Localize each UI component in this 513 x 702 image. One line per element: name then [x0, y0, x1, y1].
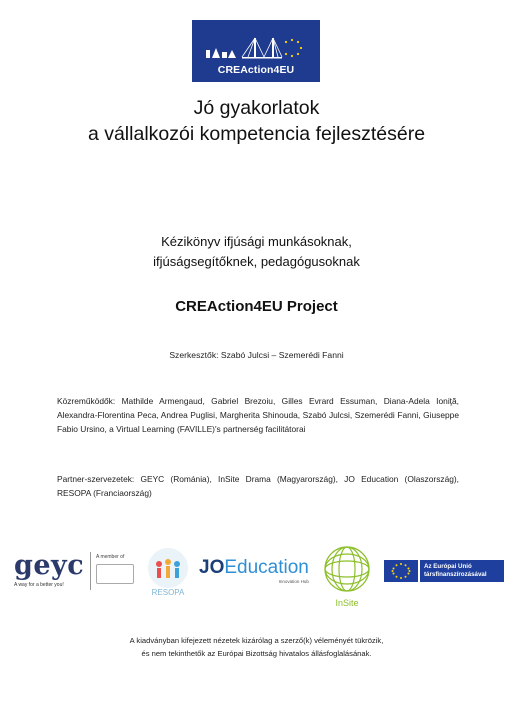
jo-hub-label: Innovation Hub	[278, 579, 309, 584]
jo-light-text: Education	[224, 557, 309, 578]
editors-line: Szerkesztők: Szabó Julcsi – Szemerédi Fanni	[169, 350, 344, 360]
resopa-logo	[141, 544, 195, 602]
eu-flag-icon	[384, 560, 418, 582]
member-of-label: A member of	[96, 554, 125, 560]
logo-divider	[90, 552, 91, 590]
jo-bold-text: JO	[199, 557, 225, 578]
partner-logos-row	[0, 540, 513, 620]
insite-logo	[320, 542, 380, 608]
disclaimer-line-2: és nem tekinthetők az Európai Bizottság hivatalos állásfoglalásának.	[141, 649, 372, 658]
insite-label: InSite	[335, 598, 359, 608]
geyc-tagline: A way for a better you!	[14, 582, 64, 588]
eu-cofunded-logo	[384, 560, 502, 582]
subtitle-line-1: Kézikönyv ifjúsági munkásoknak,	[161, 234, 352, 249]
geyc-wordmark: geyc	[14, 550, 85, 581]
disclaimer-line-1: A kiadványban kifejezett nézetek kizárólag a szerző(k) véleményét tükrözik,	[129, 636, 384, 645]
title-line-1: Jó gyakorlatok	[193, 97, 320, 119]
geyc-logo	[14, 552, 84, 588]
network-badge-icon	[96, 564, 134, 584]
document-title	[0, 95, 513, 147]
document-subtitle	[0, 232, 513, 272]
project-name: CREAction4EU Project	[175, 298, 338, 315]
resopa-label: RESOPA	[151, 588, 185, 597]
title-line-2: a vállalkozói kompetencia fejlesztésére	[87, 123, 426, 145]
jo-education-logo	[199, 558, 309, 584]
subtitle-line-2: ifjúságsegítőknek, pedagógusoknak	[153, 254, 360, 269]
logo-text: CREAction4EU	[217, 64, 295, 76]
insite-sphere-icon	[320, 542, 374, 596]
eu-line-2: társfinanszírozásával	[424, 571, 487, 578]
eu-line-1: Az Európai Unió	[424, 563, 472, 570]
resopa-figures-icon	[141, 544, 195, 590]
eu-cofunded-text	[420, 560, 504, 582]
creaction4eu-logo	[192, 20, 320, 82]
partners-paragraph: Partner-szervezetek: GEYC (Románia), InSite Drama (Magyarország), JO Education (Olaszország), RESOPA (Franciaország)	[57, 474, 459, 498]
contributors-paragraph: Közreműködők: Mathilde Armengaud, Gabriel Brezoiu, Gilles Evrard Essuman, Diana-Adela Ioniţă, Alexandra-Florentina Peca, Andrea Puglisi, Margherita Shinouda, Szabó Julcsi, Szemerédi Fanni, Giuseppe Fabio Ursino, a Virtual Learning (FAVILLE)'s partnerség facilitátorai	[57, 396, 459, 434]
disclaimer	[0, 634, 513, 660]
